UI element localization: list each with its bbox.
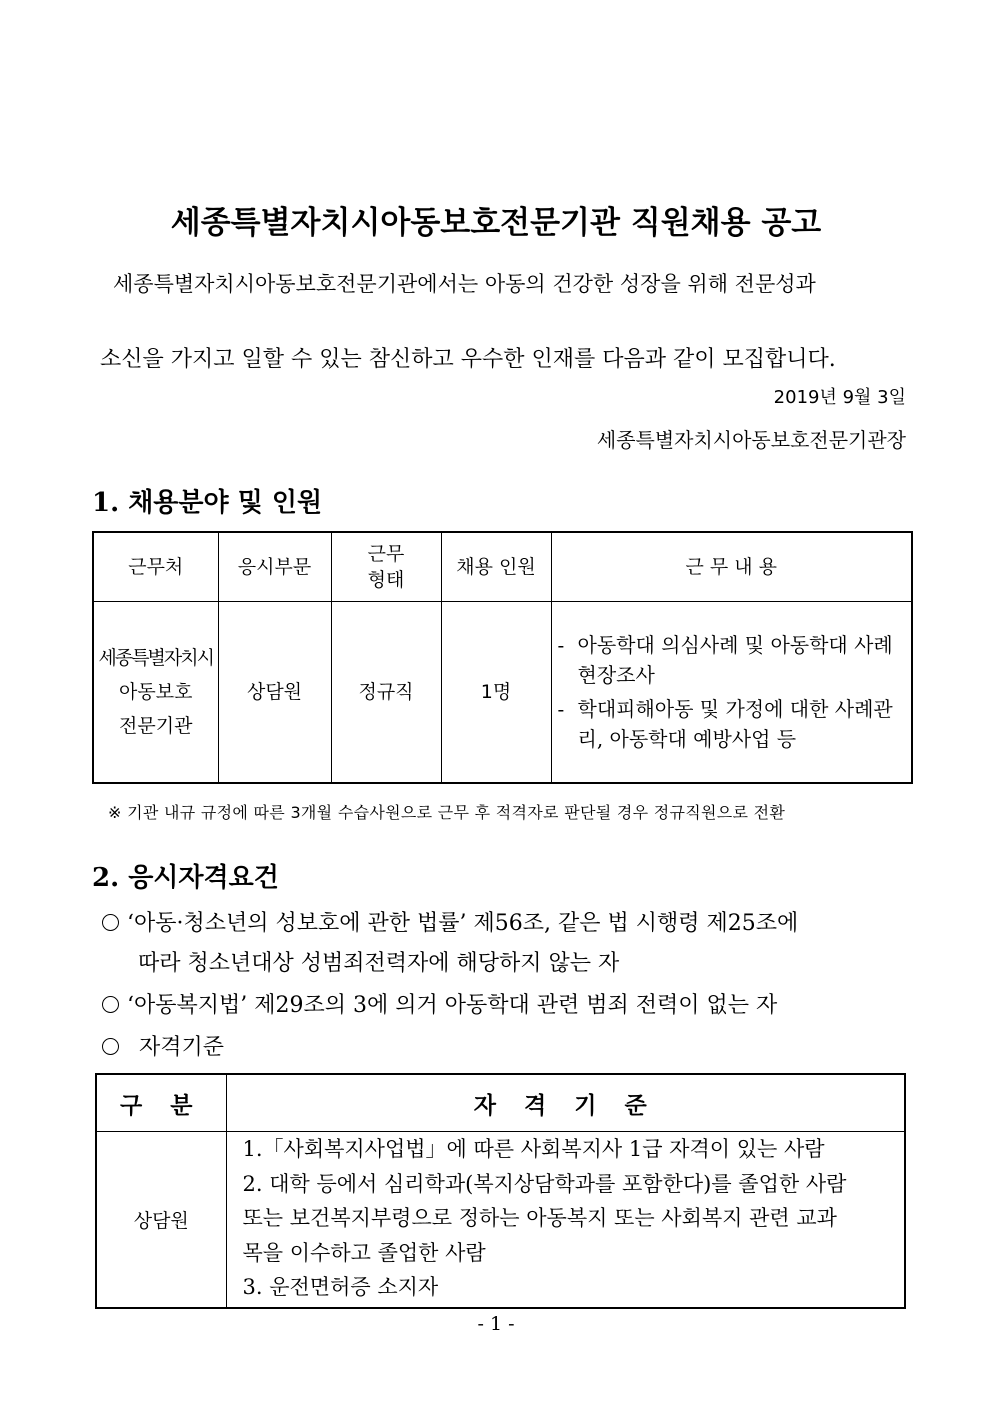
header-workplace: 근무처	[93, 532, 218, 602]
workplace-line3: 전문기관	[119, 715, 193, 737]
circle-bullet-icon	[102, 914, 119, 931]
cell-employment-type: 정규직	[331, 602, 441, 784]
requirement-text: ‘아동복지법’ 제29조의 3에 의거 아동학대 관련 범죄 전력이 없는 자	[127, 993, 778, 1018]
intro-line-2: 소신을 가지고 일할 수 있는 참신하고 우수한 인재를 다음과 같이 모집합니다.	[100, 347, 836, 372]
document-title: 세종특별자치시아동보호전문기관 직원채용 공고	[170, 205, 822, 241]
requirement-text: 자격기준	[139, 1035, 225, 1060]
criteria-line: 또는 보건복지부령으로 정하는 아동복지 또는 사회복지 관련 교과	[242, 1206, 837, 1230]
criteria-line: 목을 이수하고 졸업한 사람	[242, 1240, 486, 1265]
page-number: - 1 -	[477, 1313, 515, 1335]
header-headcount: 채용 인원	[441, 532, 551, 602]
cell-criteria	[226, 1132, 905, 1308]
criteria-line: 1.「사회복지사업법」에 따른 사회복지사 1급 자격이 있는 사람	[242, 1137, 825, 1161]
table-row	[93, 602, 912, 784]
requirement-item	[102, 906, 798, 937]
header-employment-type	[331, 532, 441, 602]
duty-item	[556, 694, 912, 754]
workplace-line2: 아동보호	[119, 681, 193, 703]
circle-bullet-icon	[102, 1038, 119, 1055]
duty-text: 학대피해아동 및 가정에 대한 사례관리, 아동학대 예방사업 등	[577, 697, 893, 751]
requirement-continuation: 따라 청소년대상 성범죄전력자에 해당하지 않는 자	[138, 951, 620, 976]
qualification-table-header-row	[96, 1074, 905, 1132]
duty-dash: -	[557, 697, 565, 721]
header-department: 응시부문	[218, 532, 331, 602]
header-employment-type-line2: 형태	[367, 569, 405, 591]
cell-department: 상담원	[218, 602, 331, 784]
criteria-line: 3. 운전면허증 소지자	[242, 1275, 439, 1299]
qualification-table	[95, 1073, 906, 1309]
header-category: 구 분	[96, 1074, 226, 1132]
workplace-line1: 세종특별자치시	[98, 647, 213, 669]
section-1-heading: 1. 채용분야 및 인원	[92, 488, 323, 518]
cell-category: 상담원	[96, 1132, 226, 1308]
issuer-name: 세종특별자치시아동보호전문기관장	[596, 428, 906, 452]
duty-text: 아동학대 의심사례 및 아동학대 사례 현장조사	[577, 633, 893, 687]
recruitment-table-header-row	[93, 532, 912, 602]
announcement-date: 2019년 9월 3일	[773, 387, 906, 408]
duty-item	[556, 630, 912, 690]
cell-duties	[551, 602, 912, 784]
requirement-item	[102, 988, 777, 1019]
intro-line-1: 세종특별자치시아동보호전문기관에서는 아동의 건강한 성장을 위해 전문성과	[113, 272, 816, 296]
cell-workplace	[93, 602, 218, 784]
header-duties: 근 무 내 용	[551, 532, 912, 602]
requirement-item	[102, 1030, 224, 1061]
recruitment-table	[92, 531, 913, 784]
cell-headcount: 1명	[441, 602, 551, 784]
section-2-heading: 2. 응시자격요건	[92, 863, 279, 893]
circle-bullet-icon	[102, 996, 119, 1013]
requirement-text: ‘아동·청소년의 성보호에 관한 법률’ 제56조, 같은 법 시행령 제25조에	[127, 911, 799, 936]
header-criteria: 자 격 기 준	[226, 1074, 905, 1132]
header-employment-type-line1: 근무	[367, 543, 405, 565]
probation-note: ※ 기관 내규 규정에 따른 3개월 수습사원으로 근무 후 적격자로 판단될 경우 정규직원으로 전환	[108, 803, 786, 822]
criteria-line: 2. 대학 등에서 심리학과(복지상담학과를 포함한다)를 졸업한 사람	[242, 1171, 847, 1196]
duty-dash: -	[557, 633, 565, 657]
table-row	[96, 1132, 905, 1308]
